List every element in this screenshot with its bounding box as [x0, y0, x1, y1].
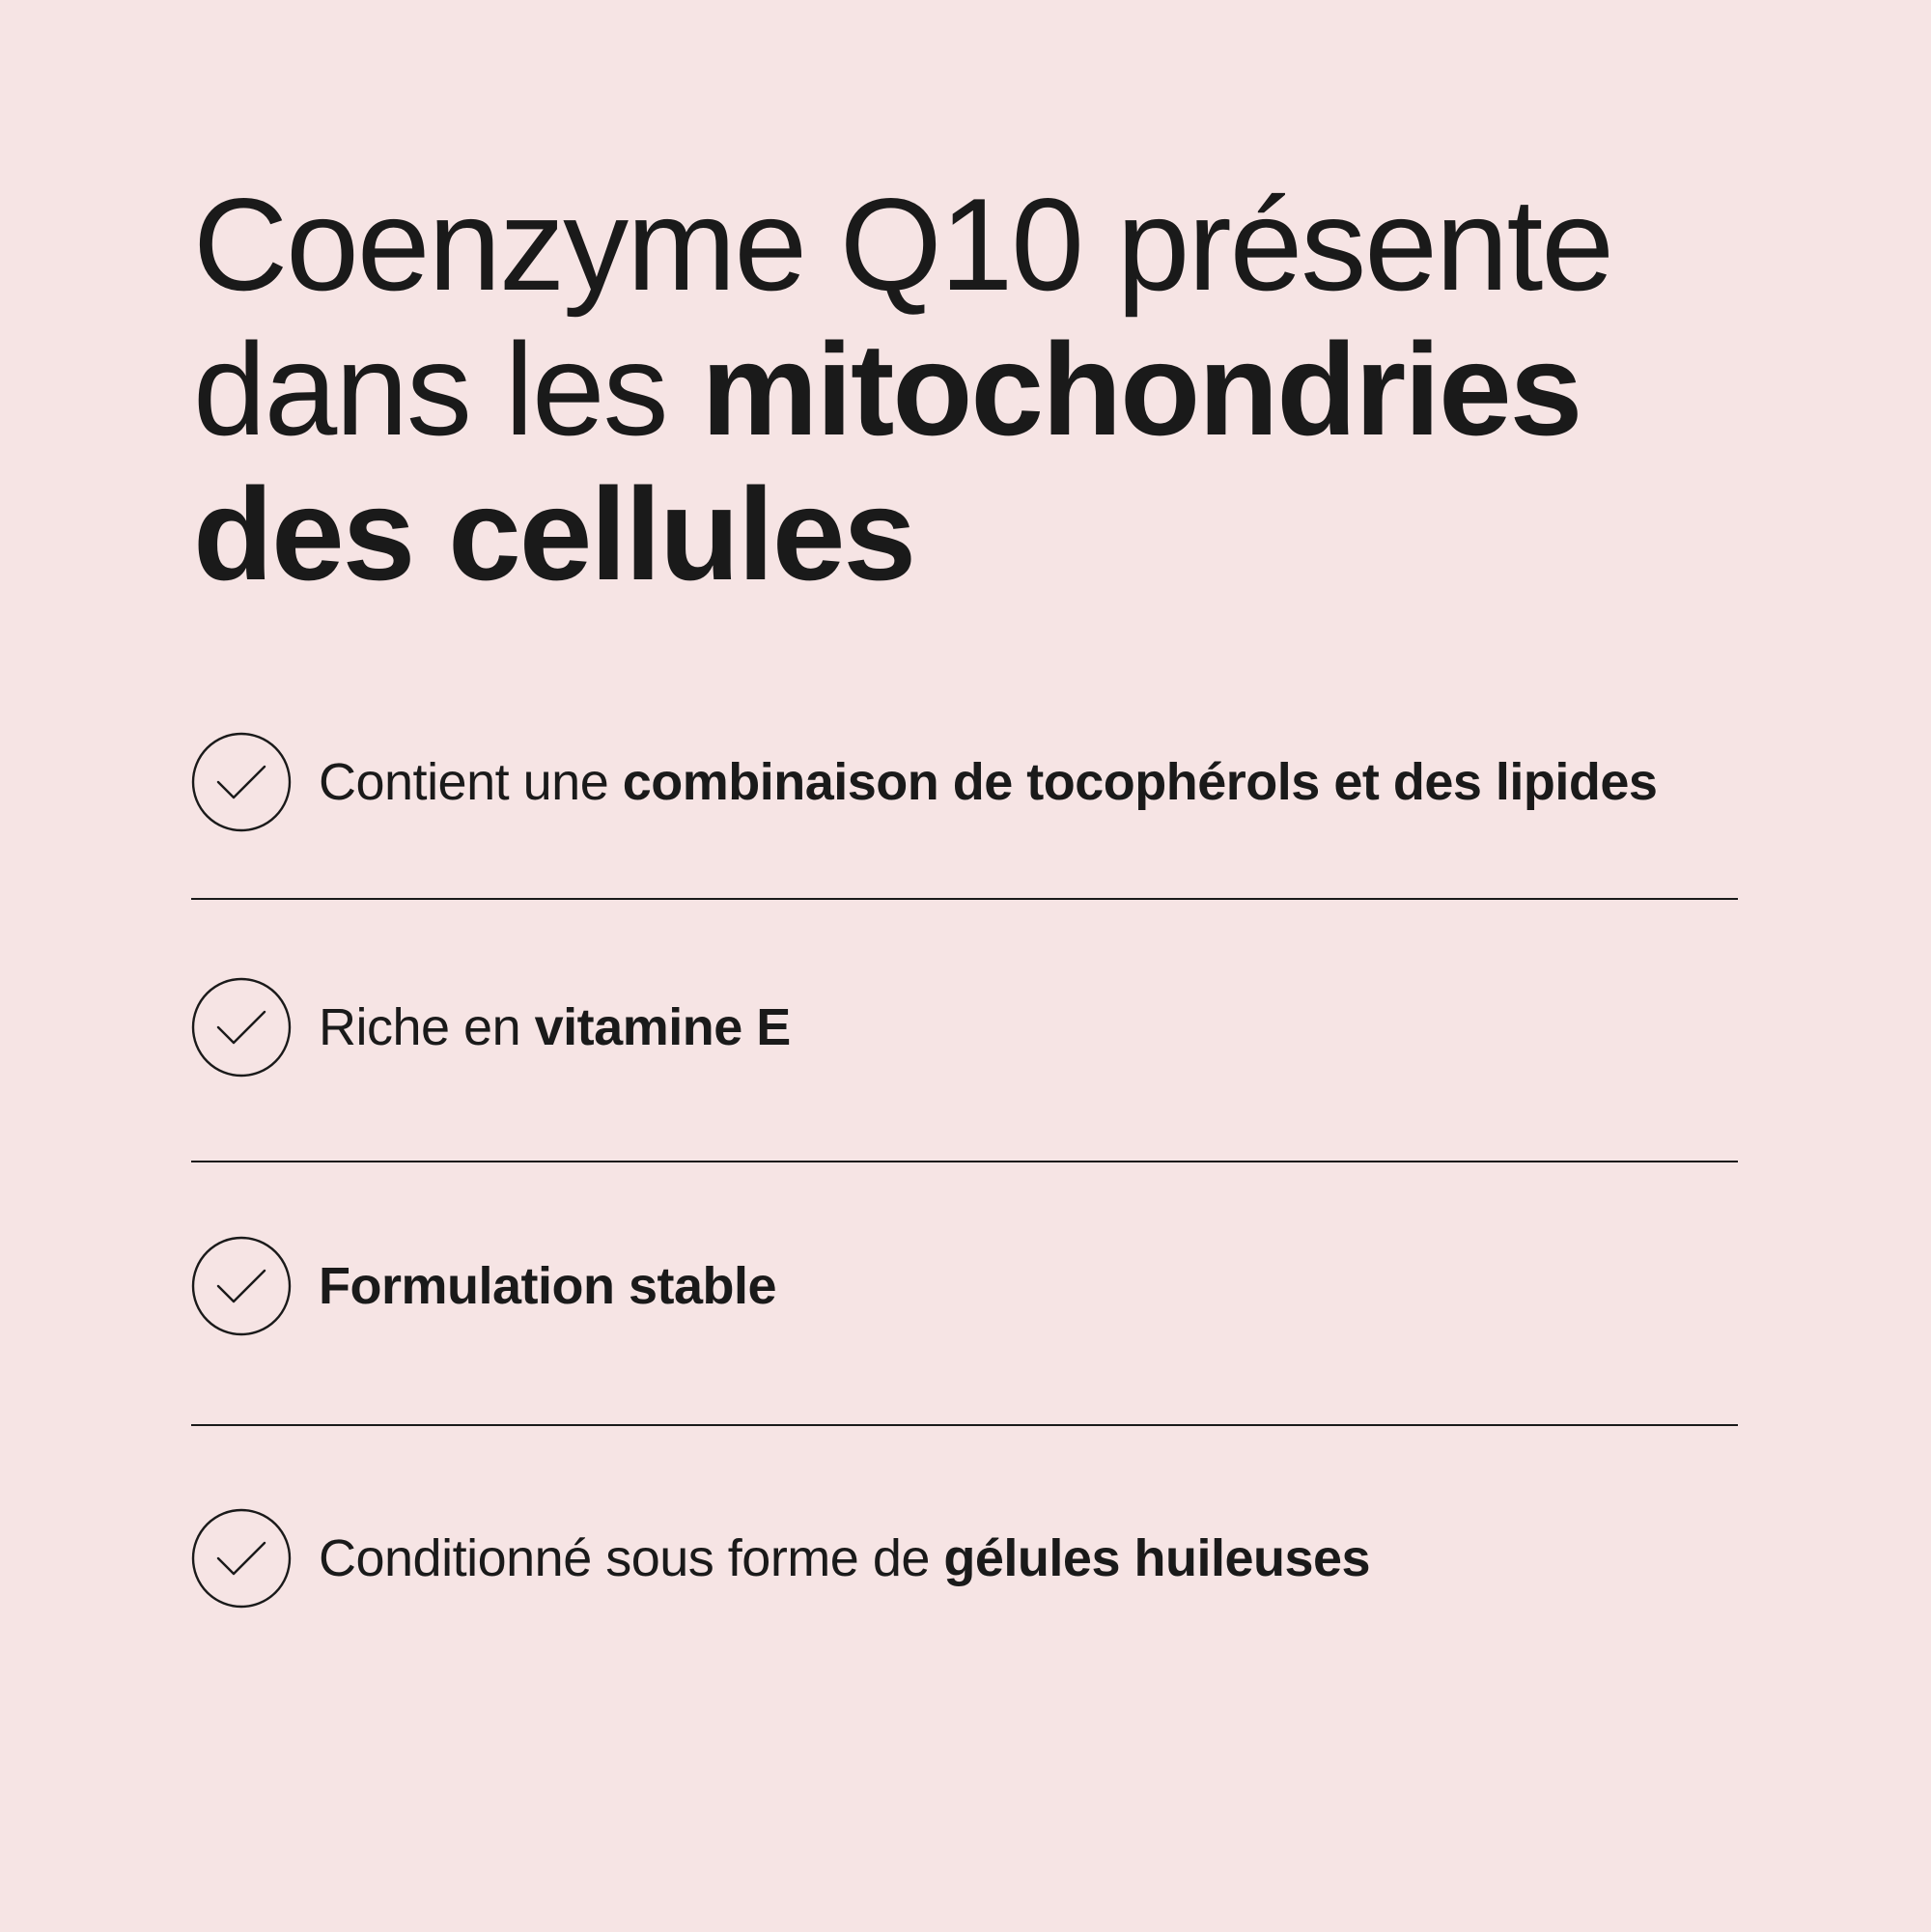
headline-line-2-bold: mitochondries	[701, 316, 1581, 462]
divider-1	[191, 898, 1738, 900]
feature-item-4	[191, 1508, 1738, 1609]
feature-text-4	[319, 1508, 1738, 1609]
feature-item-1	[191, 732, 1738, 832]
divider-2	[191, 1161, 1738, 1162]
feature-text-2	[319, 977, 1738, 1078]
check-circle-icon	[191, 732, 292, 832]
feature-text-2-regular: Riche en	[319, 998, 535, 1056]
feature-text-1	[319, 732, 1738, 832]
feature-text-4-regular: Conditionné sous forme de	[319, 1529, 944, 1587]
headline-line-3-bold: des cellules	[193, 461, 915, 607]
headline-line-2-regular: dans les	[193, 316, 702, 462]
feature-list	[191, 0, 1738, 1932]
check-circle-icon	[191, 977, 292, 1078]
check-circle-icon	[191, 1236, 292, 1336]
feature-item-3	[191, 1236, 1738, 1336]
feature-text-2-bold: vitamine E	[534, 998, 791, 1056]
check-circle-icon	[191, 1508, 292, 1609]
divider-3	[191, 1424, 1738, 1426]
feature-text-1-bold: combinaison de tocophérols et des lipides	[622, 753, 1658, 811]
feature-item-2	[191, 977, 1738, 1078]
feature-text-1-regular: Contient une	[319, 753, 623, 811]
feature-text-4-bold: gélules huileuses	[943, 1529, 1371, 1587]
feature-text-3-bold: Formulation stable	[319, 1257, 777, 1315]
feature-text-3	[319, 1236, 1738, 1336]
headline-line-1: Coenzyme Q10 présente	[193, 171, 1612, 318]
